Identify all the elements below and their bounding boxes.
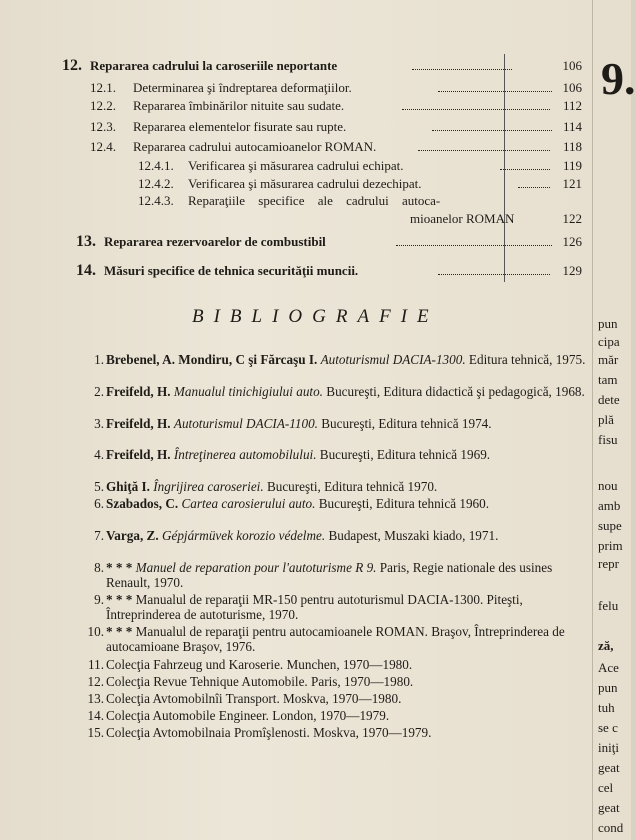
toc-row xyxy=(60,118,588,136)
toc-leader xyxy=(402,97,550,110)
entry-title: Autoturismul DACIA-1100. xyxy=(173,416,318,431)
right-page-fragment: ză, xyxy=(598,638,614,653)
toc-row xyxy=(60,138,588,156)
entry-text xyxy=(106,560,586,590)
entry-author: Ghiţă I. xyxy=(106,479,150,494)
right-page-fragment: prim xyxy=(598,538,623,553)
entry-text xyxy=(106,496,586,511)
toc-leader xyxy=(500,157,550,170)
right-page-fragment: Ace xyxy=(598,660,619,675)
toc-page: 118 xyxy=(562,139,582,154)
entry-author: Szabados, C. xyxy=(106,496,179,511)
toc-page: 126 xyxy=(562,234,582,249)
entry-title: Cartea carosierului auto. xyxy=(181,496,316,511)
entry-text xyxy=(106,416,586,431)
toc-number: 12.4.1. xyxy=(138,158,174,173)
toc-text: Repararea îmbinărilor nituite sau sudate. xyxy=(133,98,345,113)
toc-number: 14. xyxy=(76,262,96,279)
entry-title: Gépjármüvek korozio védelme. xyxy=(161,528,326,543)
entry-author: * * * xyxy=(106,624,133,639)
toc-leader xyxy=(438,79,552,92)
right-page-fragment: dete xyxy=(598,392,620,407)
entry-number: 2. xyxy=(94,384,104,399)
toc-page: 112 xyxy=(562,98,582,113)
entry-author: * * * xyxy=(106,592,133,607)
right-page-heading: 9. xyxy=(601,53,636,104)
entry-details: Bucureşti, Editura didactică şi pedagogică, 1968. xyxy=(326,384,585,399)
toc-page: 106 xyxy=(562,58,582,73)
entry-author: Freifeld, H. xyxy=(106,447,171,462)
right-page-fragment: nou xyxy=(598,478,618,493)
right-page-fragment: fisu xyxy=(598,432,618,447)
entry-number: 14. xyxy=(87,708,104,723)
right-page-fragment: cel xyxy=(598,780,614,795)
right-page-fragment: supe xyxy=(598,518,622,533)
toc-row xyxy=(60,79,588,97)
right-page-fragment: se c xyxy=(598,720,618,735)
toc-row xyxy=(60,97,588,115)
entry-author: Freifeld, H. xyxy=(106,384,171,399)
right-page-fragment: pun xyxy=(598,680,618,695)
entry-text xyxy=(106,384,586,399)
entry-text xyxy=(106,592,586,622)
toc-text-continued: mioanelor ROMAN xyxy=(410,211,515,226)
toc-text: Verificarea şi măsurarea cadrului dezechipat. xyxy=(188,176,422,191)
entry-author: Varga, Z. xyxy=(106,528,159,543)
entry-details: Editura tehnică, 1975. xyxy=(468,352,586,367)
entry-details: Manualul de reparaţii MR-150 pentru autoturismul DACIA-1300. Piteşti, Întreprinderea de autoturisme, 1970. xyxy=(106,592,523,622)
toc-text: Repararea cadrului autocamioanelor ROMAN. xyxy=(133,139,377,154)
entry-number: 3. xyxy=(94,416,104,431)
toc-page: 119 xyxy=(562,158,582,173)
entry-text: Colecţia Automobile Engineer. London, 1970—1979. xyxy=(106,708,390,723)
right-page-fragment: geat xyxy=(598,760,620,775)
entry-details: Budapest, Muszaki kiado, 1971. xyxy=(328,528,499,543)
toc-text: Repararea rezervoarelor de combustibil xyxy=(104,234,326,249)
toc-row xyxy=(60,192,588,210)
entry-text: Colecţia Avtomobilnaia Promîşlenosti. Moskva, 1970—1979. xyxy=(106,725,432,740)
toc-row xyxy=(60,233,588,251)
entry-text xyxy=(106,624,586,654)
entry-number: 5. xyxy=(94,479,104,494)
entry-number: 13. xyxy=(87,691,104,706)
toc-text: Repararea cadrului la caroseriile neportante xyxy=(90,58,338,73)
toc-page: 106 xyxy=(562,80,582,95)
toc-number: 12.3. xyxy=(90,119,116,134)
right-page-fragment: amb xyxy=(598,498,621,513)
entry-title: Manualul tinichigiului auto. xyxy=(173,384,323,399)
entry-number: 12. xyxy=(87,674,104,689)
entry-number: 7. xyxy=(94,528,104,543)
entry-number: 6. xyxy=(94,496,104,511)
entry-details: Bucureşti, Editura tehnică 1969. xyxy=(319,447,491,462)
toc-number: 12.4. xyxy=(90,139,116,154)
toc-text: Repararea elementelor fisurate sau rupte. xyxy=(133,119,347,134)
entry-number: 10. xyxy=(87,624,104,639)
toc-text: Măsuri specifice de tehnica securităţii muncii. xyxy=(104,263,359,278)
toc-page: 121 xyxy=(562,176,582,191)
entry-text: Colecţia Revue Tehnique Automobile. Paris, 1970—1980. xyxy=(106,674,414,689)
entry-title: Manuel de reparation pour l'autoturisme R 9. xyxy=(135,560,377,575)
toc-text: Verificarea şi măsurarea cadrului echipat. xyxy=(188,158,404,173)
right-page-fragment: tam xyxy=(598,372,618,387)
entry-text xyxy=(106,352,586,367)
toc-leader xyxy=(518,175,550,188)
toc-number: 12.4.3. xyxy=(138,193,174,208)
entry-details: Bucureşti, Editura tehnică 1974. xyxy=(321,416,492,431)
entry-details: Paris, Regie nationale des usines Renault, 1970. xyxy=(106,560,553,590)
toc-number: 12. xyxy=(62,57,82,74)
toc-row xyxy=(60,262,588,280)
entry-text xyxy=(106,447,586,462)
entry-number: 11. xyxy=(88,657,104,672)
entry-details: Manualul de reparaţii pentru autocamioanele ROMAN. Braşov, Întreprinderea de autocamioane Braşov, 1976. xyxy=(106,624,565,654)
toc-leader xyxy=(396,233,552,246)
entry-number: 9. xyxy=(94,592,104,607)
right-page-fragment: repr xyxy=(598,556,619,571)
entry-number: 1. xyxy=(94,352,104,367)
right-page-fragment: felu xyxy=(598,598,619,613)
toc-number: 13. xyxy=(76,233,96,250)
toc-text: Determinarea şi îndreptarea deformaţiilor. xyxy=(133,80,352,95)
entry-title: Îngrijirea caroseriei. xyxy=(153,479,264,494)
toc-number: 12.2. xyxy=(90,98,116,113)
toc-page: 114 xyxy=(562,119,582,134)
toc-row xyxy=(60,57,588,75)
toc-row xyxy=(60,210,588,228)
entry-text: Colecţia Avtomobilnîi Transport. Moskva, 1970—1980. xyxy=(106,691,402,706)
right-page-fragment: geat xyxy=(598,800,620,815)
entry-text xyxy=(106,479,586,494)
entry-details: Bucureşti, Editura tehnică 1960. xyxy=(318,496,490,511)
entry-text: Colecţia Fahrzeug und Karoserie. Munchen, 1970—1980. xyxy=(106,657,413,672)
bibliography-title: BIBLIOGRAFIE xyxy=(192,306,439,327)
entry-author: Freifeld, H. xyxy=(106,416,171,431)
toc-leader xyxy=(412,57,512,70)
toc-text: Reparaţiile specifice ale cadrului autoca- xyxy=(188,193,441,208)
entry-details: Bucureşti, Editura tehnică 1970. xyxy=(266,479,438,494)
toc-row xyxy=(60,175,588,193)
entry-number: 15. xyxy=(87,725,104,740)
entry-author: * * * xyxy=(106,560,133,575)
toc-leader xyxy=(418,138,550,151)
right-page-fragment: pun xyxy=(598,316,618,331)
toc-page: 129 xyxy=(562,263,582,278)
right-page-fragment: tuh xyxy=(598,700,615,715)
toc-page: 122 xyxy=(562,211,582,226)
right-page-fragment: cond xyxy=(598,820,624,835)
toc-row xyxy=(60,157,588,175)
entry-text xyxy=(106,528,586,543)
entry-number: 4. xyxy=(94,447,104,462)
entry-title: Autoturismul DACIA-1300. xyxy=(320,352,466,367)
toc-number: 12.4.2. xyxy=(138,176,174,191)
right-page-fragment: măr xyxy=(598,352,619,367)
toc-leader xyxy=(432,118,552,131)
toc-number: 12.1. xyxy=(90,80,116,95)
toc-leader xyxy=(438,262,550,275)
entry-number: 8. xyxy=(94,560,104,575)
right-page-fragment: iniţi xyxy=(598,740,619,755)
right-page-fragment: cipa xyxy=(598,334,620,349)
entry-title: Întreţinerea automobilului. xyxy=(173,447,317,462)
right-page-fragment: plă xyxy=(598,412,614,427)
right-page-edge xyxy=(592,0,636,840)
entry-author: Brebenel, A. Mondiru, C şi Fărcaşu I. xyxy=(106,352,318,367)
